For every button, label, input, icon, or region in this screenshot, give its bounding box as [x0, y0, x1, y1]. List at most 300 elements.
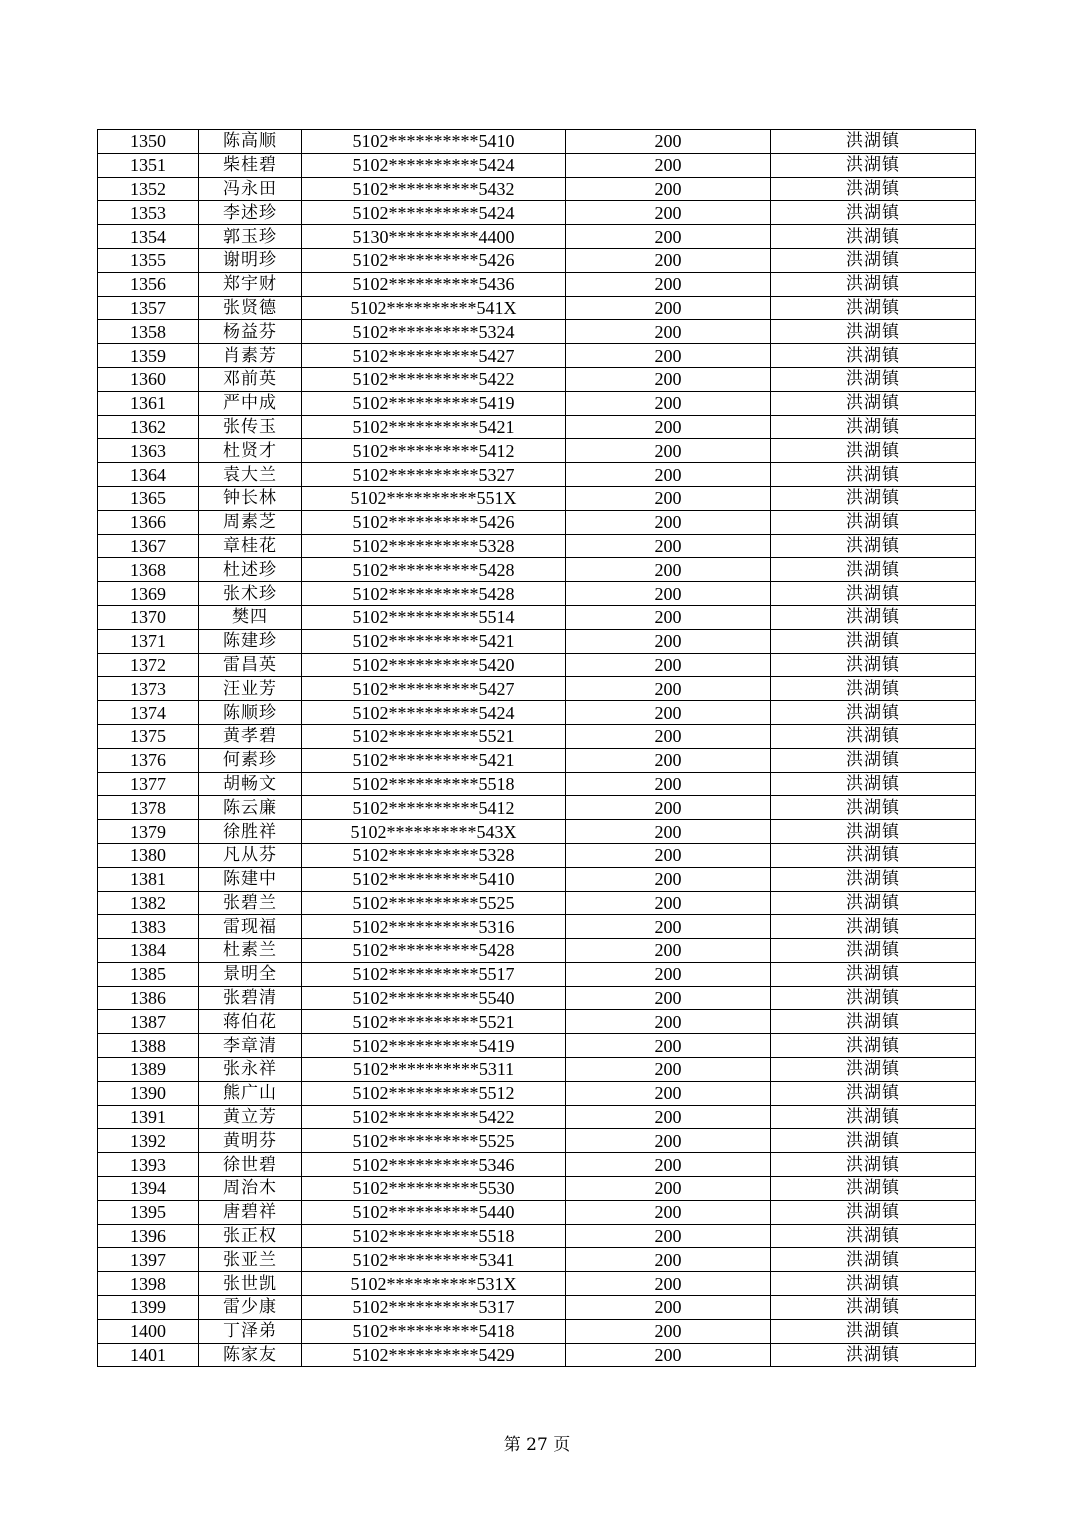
name-cell: 杜素兰 — [199, 939, 302, 963]
amount-cell: 200 — [566, 1081, 771, 1105]
row-number-cell: 1387 — [98, 1010, 199, 1034]
amount-cell: 200 — [566, 177, 771, 201]
amount-cell: 200 — [566, 272, 771, 296]
row-number-cell: 1359 — [98, 344, 199, 368]
records-body — [98, 130, 976, 1367]
table-row — [98, 677, 976, 701]
id-number-cell: 5102**********5518 — [302, 772, 566, 796]
amount-cell: 200 — [566, 677, 771, 701]
amount-cell: 200 — [566, 1105, 771, 1129]
id-number-cell: 5102**********5426 — [302, 248, 566, 272]
amount-cell: 200 — [566, 582, 771, 606]
name-cell: 张术珍 — [199, 582, 302, 606]
row-number-cell: 1372 — [98, 653, 199, 677]
table-row — [98, 415, 976, 439]
name-cell: 张贤德 — [199, 296, 302, 320]
row-number-cell: 1381 — [98, 867, 199, 891]
table-row — [98, 1272, 976, 1296]
table-row — [98, 891, 976, 915]
town-cell: 洪湖镇 — [771, 225, 976, 249]
table-row — [98, 1034, 976, 1058]
name-cell: 陈高顺 — [199, 130, 302, 154]
name-cell: 胡畅文 — [199, 772, 302, 796]
name-cell: 谢明珍 — [199, 248, 302, 272]
name-cell: 景明全 — [199, 962, 302, 986]
town-cell: 洪湖镇 — [771, 629, 976, 653]
row-number-cell: 1374 — [98, 701, 199, 725]
id-number-cell: 5102**********5412 — [302, 796, 566, 820]
row-number-cell: 1401 — [98, 1343, 199, 1367]
id-number-cell: 5102**********5512 — [302, 1081, 566, 1105]
town-cell: 洪湖镇 — [771, 677, 976, 701]
table-row — [98, 201, 976, 225]
row-number-cell: 1398 — [98, 1272, 199, 1296]
row-number-cell: 1384 — [98, 939, 199, 963]
id-number-cell: 5102**********531X — [302, 1272, 566, 1296]
town-cell: 洪湖镇 — [771, 939, 976, 963]
row-number-cell: 1368 — [98, 558, 199, 582]
table-row — [98, 820, 976, 844]
id-number-cell: 5102**********5428 — [302, 939, 566, 963]
town-cell: 洪湖镇 — [771, 272, 976, 296]
town-cell: 洪湖镇 — [771, 748, 976, 772]
amount-cell: 200 — [566, 1224, 771, 1248]
amount-cell: 200 — [566, 629, 771, 653]
name-cell: 肖素芳 — [199, 344, 302, 368]
name-cell: 郑宇财 — [199, 272, 302, 296]
table-row — [98, 1081, 976, 1105]
amount-cell: 200 — [566, 1272, 771, 1296]
table-row — [98, 130, 976, 154]
table-row — [98, 1200, 976, 1224]
row-number-cell: 1363 — [98, 439, 199, 463]
table-row — [98, 701, 976, 725]
amount-cell: 200 — [566, 558, 771, 582]
id-number-cell: 5102**********5327 — [302, 463, 566, 487]
row-number-cell: 1360 — [98, 367, 199, 391]
amount-cell: 200 — [566, 1129, 771, 1153]
amount-cell: 200 — [566, 248, 771, 272]
name-cell: 汪业芳 — [199, 677, 302, 701]
town-cell: 洪湖镇 — [771, 1034, 976, 1058]
town-cell: 洪湖镇 — [771, 843, 976, 867]
id-number-cell: 5102**********5525 — [302, 891, 566, 915]
id-number-cell: 5102**********5420 — [302, 653, 566, 677]
town-cell: 洪湖镇 — [771, 1248, 976, 1272]
row-number-cell: 1385 — [98, 962, 199, 986]
table-row — [98, 843, 976, 867]
town-cell: 洪湖镇 — [771, 867, 976, 891]
amount-cell: 200 — [566, 439, 771, 463]
amount-cell: 200 — [566, 153, 771, 177]
table-row — [98, 272, 976, 296]
row-number-cell: 1388 — [98, 1034, 199, 1058]
table-row — [98, 344, 976, 368]
name-cell: 陈建珍 — [199, 629, 302, 653]
id-number-cell: 5102**********5418 — [302, 1319, 566, 1343]
town-cell: 洪湖镇 — [771, 986, 976, 1010]
amount-cell: 200 — [566, 367, 771, 391]
table-row — [98, 867, 976, 891]
table-row — [98, 510, 976, 534]
town-cell: 洪湖镇 — [771, 1224, 976, 1248]
table-row — [98, 1319, 976, 1343]
name-cell: 郭玉珍 — [199, 225, 302, 249]
row-number-cell: 1353 — [98, 201, 199, 225]
table-row — [98, 558, 976, 582]
records-table — [97, 129, 976, 1367]
amount-cell: 200 — [566, 344, 771, 368]
amount-cell: 200 — [566, 320, 771, 344]
name-cell: 杜述珍 — [199, 558, 302, 582]
town-cell: 洪湖镇 — [771, 201, 976, 225]
table-row — [98, 939, 976, 963]
row-number-cell: 1395 — [98, 1200, 199, 1224]
row-number-cell: 1373 — [98, 677, 199, 701]
row-number-cell: 1375 — [98, 724, 199, 748]
town-cell: 洪湖镇 — [771, 796, 976, 820]
row-number-cell: 1357 — [98, 296, 199, 320]
amount-cell: 200 — [566, 605, 771, 629]
name-cell: 何素珍 — [199, 748, 302, 772]
table-row — [98, 1058, 976, 1082]
name-cell: 黄立芳 — [199, 1105, 302, 1129]
id-number-cell: 5102**********5419 — [302, 391, 566, 415]
name-cell: 樊四 — [199, 605, 302, 629]
name-cell: 柴桂碧 — [199, 153, 302, 177]
table-row — [98, 153, 976, 177]
amount-cell: 200 — [566, 962, 771, 986]
id-number-cell: 5102**********5421 — [302, 415, 566, 439]
amount-cell: 200 — [566, 1296, 771, 1320]
row-number-cell: 1351 — [98, 153, 199, 177]
town-cell: 洪湖镇 — [771, 1105, 976, 1129]
row-number-cell: 1380 — [98, 843, 199, 867]
id-number-cell: 5102**********5432 — [302, 177, 566, 201]
table-row — [98, 796, 976, 820]
amount-cell: 200 — [566, 1319, 771, 1343]
row-number-cell: 1396 — [98, 1224, 199, 1248]
table-row — [98, 1177, 976, 1201]
id-number-cell: 5102**********5521 — [302, 724, 566, 748]
table-row — [98, 772, 976, 796]
name-cell: 黄明芬 — [199, 1129, 302, 1153]
id-number-cell: 5130**********4400 — [302, 225, 566, 249]
row-number-cell: 1389 — [98, 1058, 199, 1082]
name-cell: 张永祥 — [199, 1058, 302, 1082]
name-cell: 熊广山 — [199, 1081, 302, 1105]
name-cell: 钟长林 — [199, 486, 302, 510]
table-row — [98, 1248, 976, 1272]
name-cell: 陈建中 — [199, 867, 302, 891]
table-row — [98, 225, 976, 249]
name-cell: 陈顺珍 — [199, 701, 302, 725]
id-number-cell: 5102**********5517 — [302, 962, 566, 986]
town-cell: 洪湖镇 — [771, 534, 976, 558]
id-number-cell: 5102**********5540 — [302, 986, 566, 1010]
name-cell: 周素芝 — [199, 510, 302, 534]
town-cell: 洪湖镇 — [771, 558, 976, 582]
table-row — [98, 248, 976, 272]
table-row — [98, 748, 976, 772]
row-number-cell: 1356 — [98, 272, 199, 296]
amount-cell: 200 — [566, 701, 771, 725]
table-row — [98, 986, 976, 1010]
town-cell: 洪湖镇 — [771, 1129, 976, 1153]
town-cell: 洪湖镇 — [771, 820, 976, 844]
row-number-cell: 1370 — [98, 605, 199, 629]
amount-cell: 200 — [566, 1177, 771, 1201]
town-cell: 洪湖镇 — [771, 463, 976, 487]
id-number-cell: 5102**********5424 — [302, 201, 566, 225]
amount-cell: 200 — [566, 1200, 771, 1224]
id-number-cell: 5102**********5311 — [302, 1058, 566, 1082]
id-number-cell: 5102**********5424 — [302, 153, 566, 177]
row-number-cell: 1366 — [98, 510, 199, 534]
table-row — [98, 962, 976, 986]
town-cell: 洪湖镇 — [771, 510, 976, 534]
id-number-cell: 5102**********543X — [302, 820, 566, 844]
town-cell: 洪湖镇 — [771, 439, 976, 463]
town-cell: 洪湖镇 — [771, 1200, 976, 1224]
town-cell: 洪湖镇 — [771, 582, 976, 606]
amount-cell: 200 — [566, 225, 771, 249]
id-number-cell: 5102**********5346 — [302, 1153, 566, 1177]
town-cell: 洪湖镇 — [771, 1153, 976, 1177]
amount-cell: 200 — [566, 1248, 771, 1272]
table-row — [98, 463, 976, 487]
town-cell: 洪湖镇 — [771, 130, 976, 154]
town-cell: 洪湖镇 — [771, 653, 976, 677]
table-row — [98, 724, 976, 748]
id-number-cell: 5102**********5421 — [302, 629, 566, 653]
name-cell: 章桂花 — [199, 534, 302, 558]
id-number-cell: 5102**********5514 — [302, 605, 566, 629]
id-number-cell: 5102**********5427 — [302, 677, 566, 701]
amount-cell: 200 — [566, 748, 771, 772]
table-row — [98, 367, 976, 391]
id-number-cell: 5102**********5422 — [302, 1105, 566, 1129]
row-number-cell: 1354 — [98, 225, 199, 249]
row-number-cell: 1394 — [98, 1177, 199, 1201]
id-number-cell: 5102**********5421 — [302, 748, 566, 772]
name-cell: 张亚兰 — [199, 1248, 302, 1272]
id-number-cell: 5102**********5424 — [302, 701, 566, 725]
town-cell: 洪湖镇 — [771, 248, 976, 272]
row-number-cell: 1399 — [98, 1296, 199, 1320]
row-number-cell: 1355 — [98, 248, 199, 272]
row-number-cell: 1386 — [98, 986, 199, 1010]
id-number-cell: 5102**********5422 — [302, 367, 566, 391]
town-cell: 洪湖镇 — [771, 915, 976, 939]
name-cell: 张世凯 — [199, 1272, 302, 1296]
table-row — [98, 177, 976, 201]
id-number-cell: 5102**********5316 — [302, 915, 566, 939]
table-row — [98, 605, 976, 629]
town-cell: 洪湖镇 — [771, 296, 976, 320]
amount-cell: 200 — [566, 867, 771, 891]
name-cell: 周治木 — [199, 1177, 302, 1201]
table-row — [98, 915, 976, 939]
table-row — [98, 582, 976, 606]
amount-cell: 200 — [566, 463, 771, 487]
amount-cell: 200 — [566, 1343, 771, 1367]
name-cell: 陈家友 — [199, 1343, 302, 1367]
row-number-cell: 1367 — [98, 534, 199, 558]
amount-cell: 200 — [566, 1010, 771, 1034]
id-number-cell: 5102**********5440 — [302, 1200, 566, 1224]
row-number-cell: 1379 — [98, 820, 199, 844]
table-row — [98, 1010, 976, 1034]
name-cell: 张碧清 — [199, 986, 302, 1010]
amount-cell: 200 — [566, 820, 771, 844]
row-number-cell: 1371 — [98, 629, 199, 653]
id-number-cell: 5102**********5328 — [302, 534, 566, 558]
table-row — [98, 1224, 976, 1248]
town-cell: 洪湖镇 — [771, 772, 976, 796]
name-cell: 丁泽弟 — [199, 1319, 302, 1343]
name-cell: 李章清 — [199, 1034, 302, 1058]
row-number-cell: 1378 — [98, 796, 199, 820]
row-number-cell: 1364 — [98, 463, 199, 487]
row-number-cell: 1390 — [98, 1081, 199, 1105]
row-number-cell: 1383 — [98, 915, 199, 939]
id-number-cell: 5102**********5412 — [302, 439, 566, 463]
amount-cell: 200 — [566, 391, 771, 415]
town-cell: 洪湖镇 — [771, 1177, 976, 1201]
name-cell: 杜贤才 — [199, 439, 302, 463]
row-number-cell: 1350 — [98, 130, 199, 154]
name-cell: 凡从芬 — [199, 843, 302, 867]
amount-cell: 200 — [566, 201, 771, 225]
amount-cell: 200 — [566, 843, 771, 867]
row-number-cell: 1358 — [98, 320, 199, 344]
id-number-cell: 5102**********5518 — [302, 1224, 566, 1248]
id-number-cell: 5102**********5436 — [302, 272, 566, 296]
town-cell: 洪湖镇 — [771, 177, 976, 201]
name-cell: 张碧兰 — [199, 891, 302, 915]
row-number-cell: 1369 — [98, 582, 199, 606]
town-cell: 洪湖镇 — [771, 1296, 976, 1320]
row-number-cell: 1393 — [98, 1153, 199, 1177]
table-row — [98, 534, 976, 558]
amount-cell: 200 — [566, 130, 771, 154]
row-number-cell: 1392 — [98, 1129, 199, 1153]
table-row — [98, 1343, 976, 1367]
table-row — [98, 296, 976, 320]
amount-cell: 200 — [566, 534, 771, 558]
table-row — [98, 1296, 976, 1320]
table-row — [98, 391, 976, 415]
row-number-cell: 1376 — [98, 748, 199, 772]
name-cell: 袁大兰 — [199, 463, 302, 487]
town-cell: 洪湖镇 — [771, 153, 976, 177]
row-number-cell: 1400 — [98, 1319, 199, 1343]
table-row — [98, 486, 976, 510]
town-cell: 洪湖镇 — [771, 605, 976, 629]
amount-cell: 200 — [566, 1058, 771, 1082]
id-number-cell: 5102**********5341 — [302, 1248, 566, 1272]
name-cell: 冯永田 — [199, 177, 302, 201]
table-row — [98, 1153, 976, 1177]
id-number-cell: 5102**********5317 — [302, 1296, 566, 1320]
town-cell: 洪湖镇 — [771, 1343, 976, 1367]
amount-cell: 200 — [566, 939, 771, 963]
name-cell: 徐胜祥 — [199, 820, 302, 844]
row-number-cell: 1377 — [98, 772, 199, 796]
row-number-cell: 1352 — [98, 177, 199, 201]
row-number-cell: 1397 — [98, 1248, 199, 1272]
town-cell: 洪湖镇 — [771, 724, 976, 748]
row-number-cell: 1391 — [98, 1105, 199, 1129]
town-cell: 洪湖镇 — [771, 344, 976, 368]
name-cell: 陈云廉 — [199, 796, 302, 820]
id-number-cell: 5102**********5428 — [302, 582, 566, 606]
name-cell: 邓前英 — [199, 367, 302, 391]
amount-cell: 200 — [566, 1034, 771, 1058]
name-cell: 张传玉 — [199, 415, 302, 439]
town-cell: 洪湖镇 — [771, 391, 976, 415]
id-number-cell: 5102**********5428 — [302, 558, 566, 582]
town-cell: 洪湖镇 — [771, 701, 976, 725]
id-number-cell: 5102**********5328 — [302, 843, 566, 867]
row-number-cell: 1361 — [98, 391, 199, 415]
id-number-cell: 5102**********5426 — [302, 510, 566, 534]
id-number-cell: 5102**********5410 — [302, 130, 566, 154]
town-cell: 洪湖镇 — [771, 367, 976, 391]
table-row — [98, 1129, 976, 1153]
town-cell: 洪湖镇 — [771, 962, 976, 986]
amount-cell: 200 — [566, 510, 771, 534]
id-number-cell: 5102**********5525 — [302, 1129, 566, 1153]
name-cell: 徐世碧 — [199, 1153, 302, 1177]
page-number: 第 27 页 — [503, 1435, 571, 1455]
amount-cell: 200 — [566, 653, 771, 677]
town-cell: 洪湖镇 — [771, 1081, 976, 1105]
table-row — [98, 1105, 976, 1129]
town-cell: 洪湖镇 — [771, 1272, 976, 1296]
town-cell: 洪湖镇 — [771, 320, 976, 344]
town-cell: 洪湖镇 — [771, 1319, 976, 1343]
row-number-cell: 1362 — [98, 415, 199, 439]
id-number-cell: 5102**********5419 — [302, 1034, 566, 1058]
row-number-cell: 1382 — [98, 891, 199, 915]
amount-cell: 200 — [566, 1153, 771, 1177]
id-number-cell: 5102**********551X — [302, 486, 566, 510]
amount-cell: 200 — [566, 796, 771, 820]
name-cell: 杨益芬 — [199, 320, 302, 344]
name-cell: 雷昌英 — [199, 653, 302, 677]
name-cell: 严中成 — [199, 391, 302, 415]
name-cell: 雷现福 — [199, 915, 302, 939]
id-number-cell: 5102**********541X — [302, 296, 566, 320]
amount-cell: 200 — [566, 486, 771, 510]
town-cell: 洪湖镇 — [771, 415, 976, 439]
amount-cell: 200 — [566, 915, 771, 939]
name-cell: 黄孝碧 — [199, 724, 302, 748]
town-cell: 洪湖镇 — [771, 891, 976, 915]
id-number-cell: 5102**********5429 — [302, 1343, 566, 1367]
amount-cell: 200 — [566, 296, 771, 320]
town-cell: 洪湖镇 — [771, 1058, 976, 1082]
amount-cell: 200 — [566, 724, 771, 748]
id-number-cell: 5102**********5410 — [302, 867, 566, 891]
town-cell: 洪湖镇 — [771, 486, 976, 510]
town-cell: 洪湖镇 — [771, 1010, 976, 1034]
name-cell: 蒋伯花 — [199, 1010, 302, 1034]
amount-cell: 200 — [566, 415, 771, 439]
name-cell: 张正权 — [199, 1224, 302, 1248]
